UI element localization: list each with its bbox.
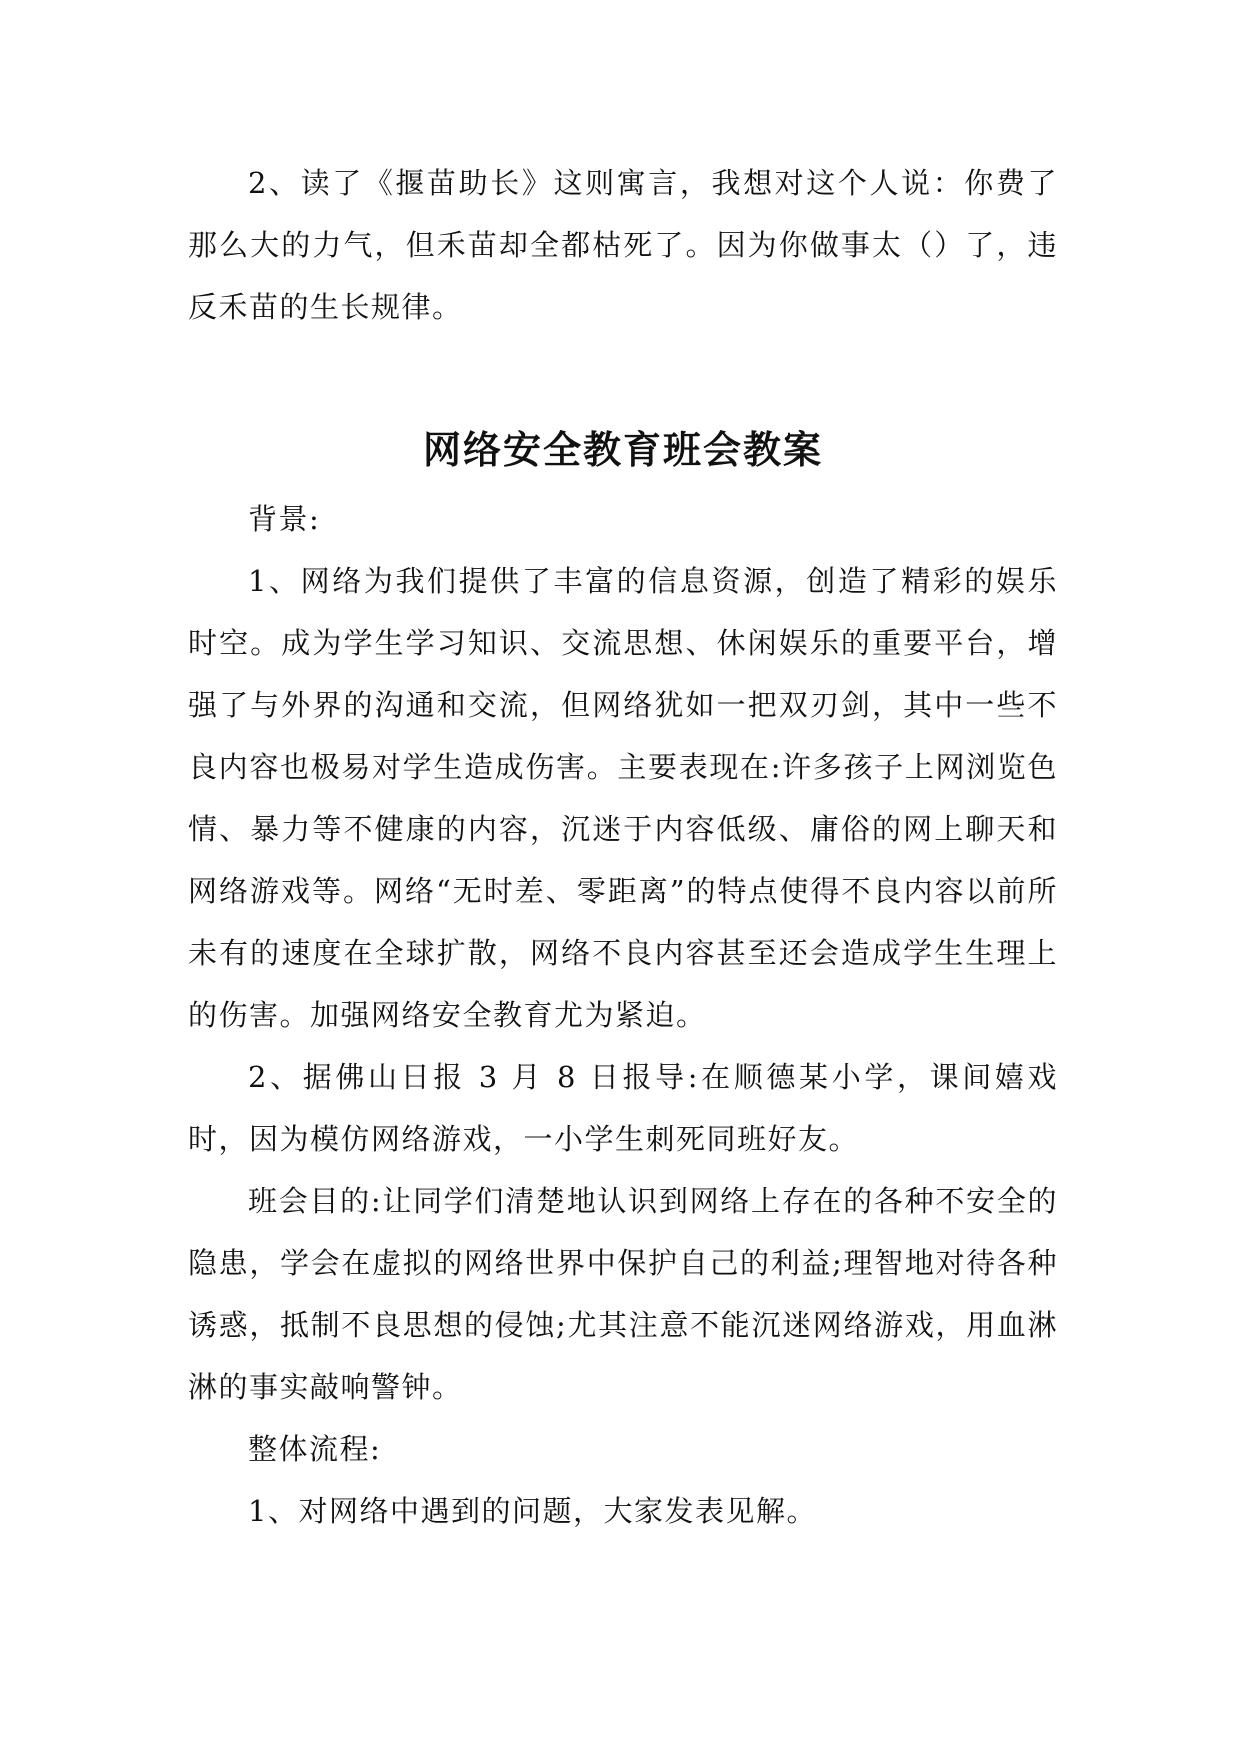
document-title: 网络安全教育班会教案 bbox=[422, 428, 823, 472]
purpose-paragraph: 班会目的:让同学们清楚地认识到网络上存在的各种不安全的隐患，学会在虚拟的网络世界中保护自己的利益;理智地对待各种诱惑，抵制不良思想的侵蚀;尤其注意不能沉迷网络游戏，用血淋淋的事实敲响警钟。 bbox=[188, 1184, 1058, 1404]
intro-paragraph: 2、读了《揠苗助长》这则寓言，我想对这个人说：你费了那么大的力气，但禾苗却全都枯死了。因为你做事太（）了，违反禾苗的生长规律。 bbox=[188, 166, 1058, 324]
background-item-2: 2、据佛山日报 3 月 8 日报导:在顺德某小学，课间嬉戏时，因为模仿网络游戏，一小学生刺死同班好友。 bbox=[188, 1060, 1058, 1156]
process-item-1: 1、对网络中遇到的问题，大家发表见解。 bbox=[248, 1494, 817, 1528]
background-label: 背景: bbox=[248, 502, 321, 536]
process-label: 整体流程: bbox=[248, 1432, 382, 1466]
spacer bbox=[188, 338, 1058, 424]
background-item-1: 1、网络为我们提供了丰富的信息资源，创造了精彩的娱乐时空。成为学生学习知识、交流思想、休闲娱乐的重要平台，增强了与外界的沟通和交流，但网络犹如一把双刃剑，其中一些不良内容也极易对学生造成伤害。主要表现在:许多孩子上网浏览色情、暴力等不健康的内容，沉迷于内容低级、庸俗的网上聊天和网络游戏等。网络“无时差、零距离”的特点使得不良内容以前所未有的速度在全球扩散，网络不良内容甚至还会造成学生生理上的伤害。加强网络安全教育尤为紧迫。 bbox=[188, 564, 1058, 1032]
document-body bbox=[188, 152, 1058, 1542]
spacer bbox=[188, 476, 1058, 488]
